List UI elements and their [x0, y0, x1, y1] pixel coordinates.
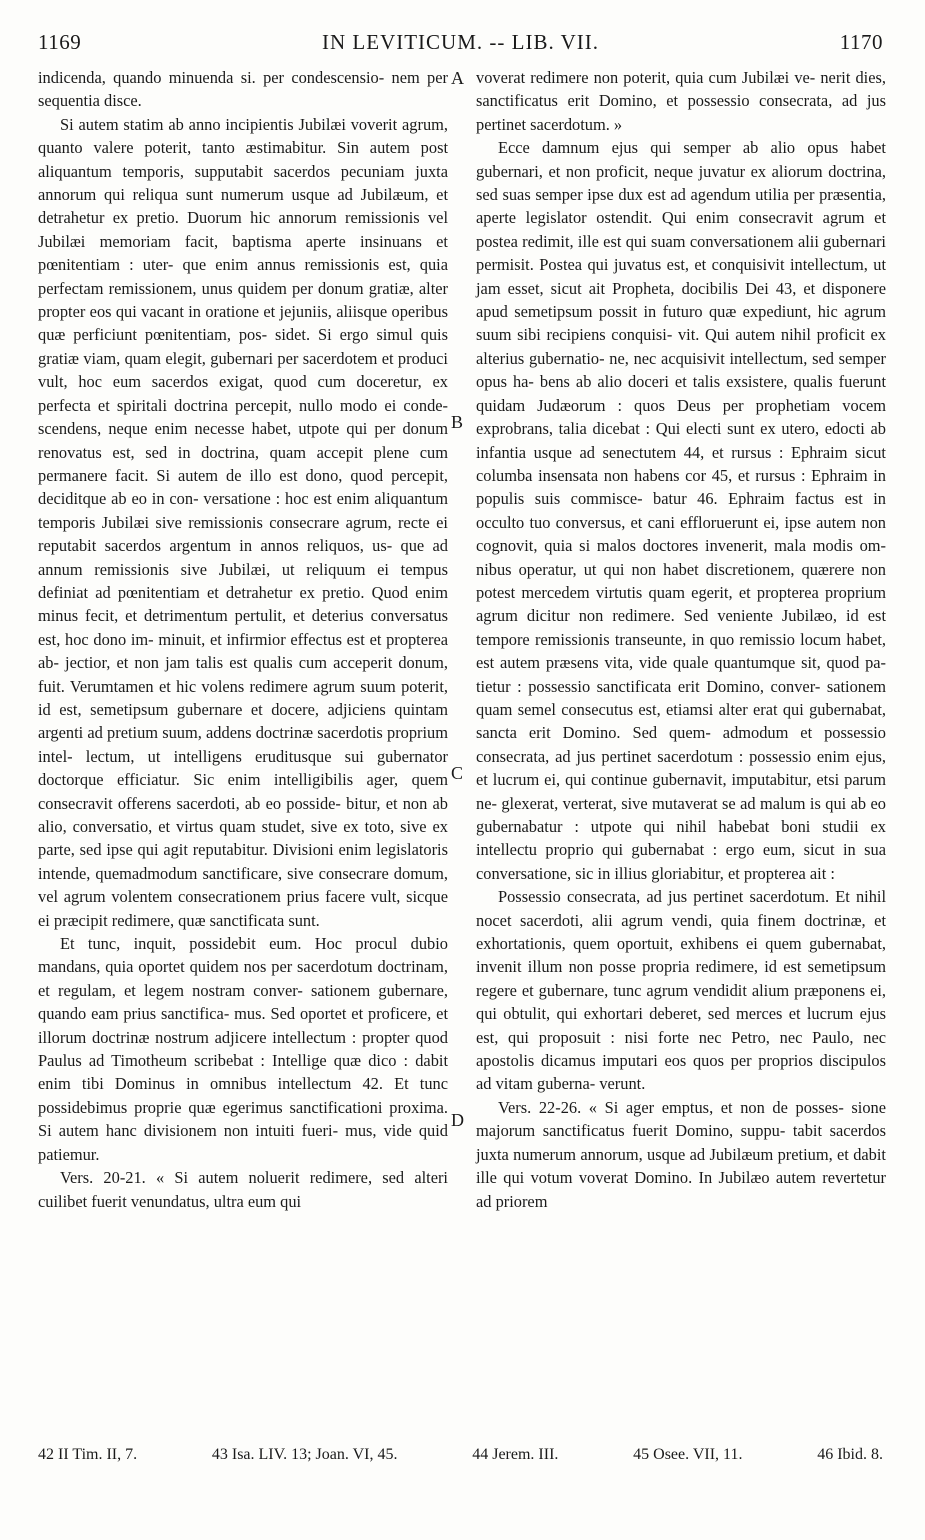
paragraph: indicenda, quando minuenda si. per condescensio- nem per sequentia disce. — [38, 68, 448, 111]
right-column — [476, 66, 886, 1213]
footnote: 44 Jerem. III. — [472, 1446, 559, 1463]
page-number-left: 1169 — [38, 30, 82, 54]
page-header — [38, 30, 883, 60]
footnote: 43 Isa. LIV. 13; Joan. VI, 45. — [211, 1446, 398, 1463]
paragraph: Vers. 20-21. « Si autem noluerit redimere, sed alteri cuilibet fuerit venundatus, ultra eum qui — [38, 1168, 448, 1211]
paragraph: Ecce damnum ejus qui semper ab alio opus habet gubernari, et non proficit, neque juvatur ex aliorum doctrina, sed suas semper ipse dux est ad agendum utilia per præsentia, aperte legislator ostendit. Qui enim consecravit agrum et postea redimit, ille est qui suam conversationem alii gubernari permisit. Postea qui juvatus est, et conquisivit intellectum, ut jam esset, sicut ait Propheta, docibilis Dei 43, et disponere apud semetipsum possit in futuro quæ expediunt, hic agrum suum sibi recipiens conquisi- vit. Qui autem nihil proficit ex alterius gubernatio- ne, nec acquisivit intellectum, sed semper opus ha- bens ab alio doceri et talis exsistere, qualis fuerunt quidam Judæorum : quos Deus per prophetiam vocem exprobrans, talia dicebat : Qui electi sunt ex utero, edocti ab infantia usque ad senectutem 44, et rursus : Ephraim sicut columba insensata non habens cor 45, et rursus : Ephraim in populis suis commisce- batur 46. Ephraim factus est in occulto tuo conversus, et cani effloruerunt ei, ipse autem non cognovit, quia si malos doctores invenerit, mala modis om- nibus operatur, ut qui non habet discretionem, quærere non potest mercedem virtutis quam egerit, et propterea proprium agrum dicitur non redimere. Sed veniente Jubilæo, id est tempore remissionis transeunte, in quo remissio locum habet, est autem præsens vita, vide quale quantumque sit, quod pa- tietur : possessio sanctificata erit Domino, conver- sationem quam semel consecutus est, etiamsi alter erat qui gubernabat, sancta erit Domino. Sed quem- admodum et possessio consecrata, ad jus pertinet sacerdotum : possessio enim ejus, et lucrum ei, qui continue gubernavit, imputabitur, etsi parum ne- glexerat, verterat, sive mutaverat se ad malum is qui ab eo gubernabatur : utpote qui nihil habebat boni studii ex intellectu proprio qui gubernabat : ergo eum, sicut in sua conversatione, sic in illius gloriabitur, et propterea ait : — [476, 138, 886, 883]
margin-letter-b: B — [451, 412, 464, 432]
running-title: IN LEVITICUM. -- LIB. VII. — [322, 30, 599, 54]
left-column — [38, 66, 448, 1213]
paragraph: voverat redimere non poterit, quia cum Jubilæi ve- nerit dies, sanctificatus erit Domino, et possessio consecrata, ad jus pertinet sacerdotum. » — [476, 68, 886, 134]
margin-letter-d: D — [451, 1110, 464, 1130]
footnotes — [38, 1446, 883, 1464]
margin-letter-a: A — [451, 68, 464, 88]
footnote: 42 II Tim. II, 7. — [38, 1446, 138, 1463]
paragraph: Et tunc, inquit, possidebit eum. Hoc procul dubio mandans, quia oportet quidem nos per sacerdotum doctrinam, et regulam, et legem nostram conver- sationem gubernare, quando eam prius sanctifica- mus. Sed oportet et proficere, et illorum doctrinæ nostrum adjicere intellectum : propter quod Paulus ad Timotheum scribebat : Intellige quæ dico : dabit enim tibi Dominus in omnibus intellectum 42. Et tunc possidebimus proprie quæ egerimus sanctificationi proxima. Si autem hanc divisionem non intuiti fueri- mus, vide quid patiemur. — [38, 934, 448, 1164]
page-number-right: 1170 — [839, 30, 883, 54]
paragraph: Si autem statim ab anno incipientis Jubilæi voverit agrum, quanto valere poterit, tanto æstimabitur. Sin autem post aliquantum temporis, supputabit sacerdos pecuniam juxta annorum qui reliqua sunt numerum usque ad Jubilæum, et detrahetur ex pretio. Duorum hic annorum remissionis vel Jubilæi memoriam facit, baptisma aperte insinuans et pœnitentiam : uter- que enim annus remissionis est, quia perfectam remissionem, unus quidem per donum gratiæ, alter propter eos qui vacant in oratione et jejuniis, aliisque operibus quæ perficiunt pœnitentiam, pos- sidet. Si ergo simul quis gratiæ viam, quam elegit, gubernari per sacerdotem et produci vult, hoc eum sacerdos exigat, quod cum doceretur, ex perfecta et spiritali doctrina percepit, nullo modo ei conde- scendens, neque enim necesse habet, utpote qui per donum renovatus est, sed in doctrina, quam accepit plene cum permanere facit. Si autem de illo est dono, quod percepit, deciditque ab eo in con- versatione : hoc est enim aliquantum temporis Jubilæi sive remissionis consecrare agrum, recte ei reputabit sacerdos argentum in annos reliquos, us- que ad annum remissionis sive Jubilæi, ut reliquum ei tempus definiat ad pœnitentiam et detrahetur ex pretio. Quod enim minus fecit, et detrimentum pertulit, et deterius conversatus est, hoc dono im- minuit, et infirmior effectus est et propterea ab- jectior, et non jam talis est qualis cum acceperit donum, fuit. Verumtamen et hic volens redimere agrum suum poterit, id est, semetipsum gubernare et docere, adjiciens quintam argenti ad pretium suum, addens doctrinæ sacerdotis proprium intel- lectum, ut intelligens eruditusque sui gubernator doctorque efficiatur. Sic enim intelligibilis ager, quem consecravit offerens sacerdoti, ab eo posside- bitur, et non ab alio, conversatio, et virtus quam studet, sive ex toto, sive ex parte, sed ipse qui agit reputabitur. Divisioni enim legislatoris intende, quemadmodum sanctificare, sive consecrare domum, vel agrum volentem consecrationem prius facere vult, sicque ei præcipit redimere, quæ sanctificata sunt. — [38, 114, 448, 930]
paragraph: Vers. 22-26. « Si ager emptus, et non de posses- sione majorum sanctificatus fuerit Domino, suppu- tabit sacerdos juxta numerum annorum, usque ad Jubilæum pretium, et dabit ille qui votum voverat Domino. In Jubilæo autem revertetur ad priorem — [476, 1097, 886, 1211]
margin-letter-c: C — [451, 763, 464, 783]
paragraph: Possessio consecrata, ad jus pertinet sacerdotum. Et nihil nocet sacerdoti, alii agrum vendi, quia finem doctrinæ, et exhortationis, quem oportuit, exhibens ei quem gubernabat, invenit illum non posse propria redimere, id est semetipsum regere et gubernare, tunc agrum vendidit alium præponens ei, qui obtulit, qui exhortari deberet, sed merces et lucrum ejus est, qui proposuit : nisi forte nec Petro, nec Paulo, nec apostolis dicamus imputari eos quos per proprios discipulos ad vitam guberna- verunt. — [476, 887, 886, 1094]
footnote: 45 Osee. VII, 11. — [633, 1446, 743, 1463]
footnote: 46 Ibid. 8. — [817, 1446, 883, 1463]
